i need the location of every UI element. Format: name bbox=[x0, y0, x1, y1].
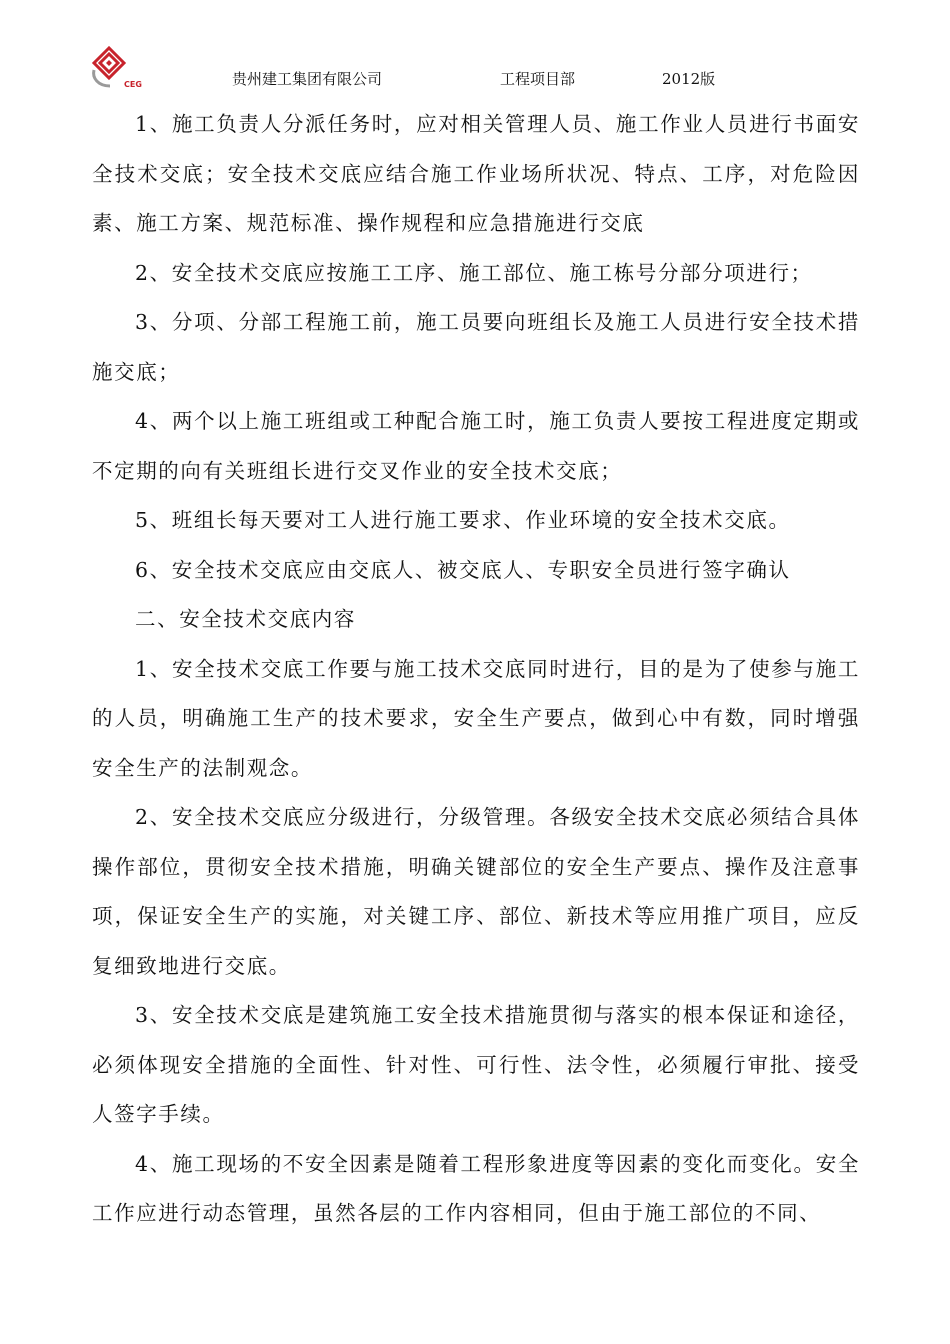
paragraph: 1、施工负责人分派任务时，应对相关管理人员、施工作业人员进行书面安全技术交底；安全技术交底应结合施工作业场所状况、特点、工序，对危险因素、施工方案、规范标准、操作规程和应急措施进行交底 bbox=[92, 112, 860, 235]
document-body bbox=[92, 100, 860, 1239]
paragraph: 2、安全技术交底应按施工工序、施工部位、施工栋号分部分项进行； bbox=[135, 260, 813, 285]
company-logo bbox=[88, 44, 144, 90]
paragraph: 6、安全技术交底应由交底人、被交底人、专职安全员进行签字确认 bbox=[135, 557, 791, 582]
paragraph: 3、安全技术交底是建筑施工安全技术措施贯彻与落实的根本保证和途径，必须体现安全措施的全面性、针对性、可行性、法令性，必须履行审批、接受人签字手续。 bbox=[92, 1003, 860, 1126]
version-label: 2012版 bbox=[662, 70, 716, 88]
department-name: 工程项目部 bbox=[500, 70, 576, 88]
paragraph: 2、安全技术交底应分级进行，分级管理。各级安全技术交底必须结合具体操作部位，贯彻安全技术措施，明确关键部位的安全生产要点、操作及注意事项，保证安全生产的实施，对关键工序、部位、新技术等应用推广项目，应反复细致地进行交底。 bbox=[92, 805, 860, 978]
section-heading: 二、安全技术交底内容 bbox=[135, 607, 356, 631]
company-name: 贵州建工集团有限公司 bbox=[232, 70, 383, 88]
paragraph: 5、班组长每天要对工人进行施工要求、作业环境的安全技术交底。 bbox=[135, 508, 791, 532]
paragraph: 1、安全技术交底工作要与施工技术交底同时进行，目的是为了使参与施工的人员，明确施工生产的技术要求，安全生产要点，做到心中有数，同时增强安全生产的法制观念。 bbox=[92, 656, 860, 780]
paragraph: 4、施工现场的不安全因素是随着工程形象进度等因素的变化而变化。安全工作应进行动态管理，虽然各层的工作内容相同，但由于施工部位的不同、 bbox=[92, 1151, 860, 1225]
paragraph: 4、两个以上施工班组或工种配合施工时，施工负责人要按工程进度定期或不定期的向有关班组长进行交叉作业的安全技术交底； bbox=[92, 409, 860, 483]
page-header bbox=[88, 44, 868, 92]
paragraph: 3、分项、分部工程施工前，施工员要向班组长及施工人员进行安全技术措施交底； bbox=[92, 310, 860, 384]
logo-text: CEG bbox=[124, 80, 142, 89]
